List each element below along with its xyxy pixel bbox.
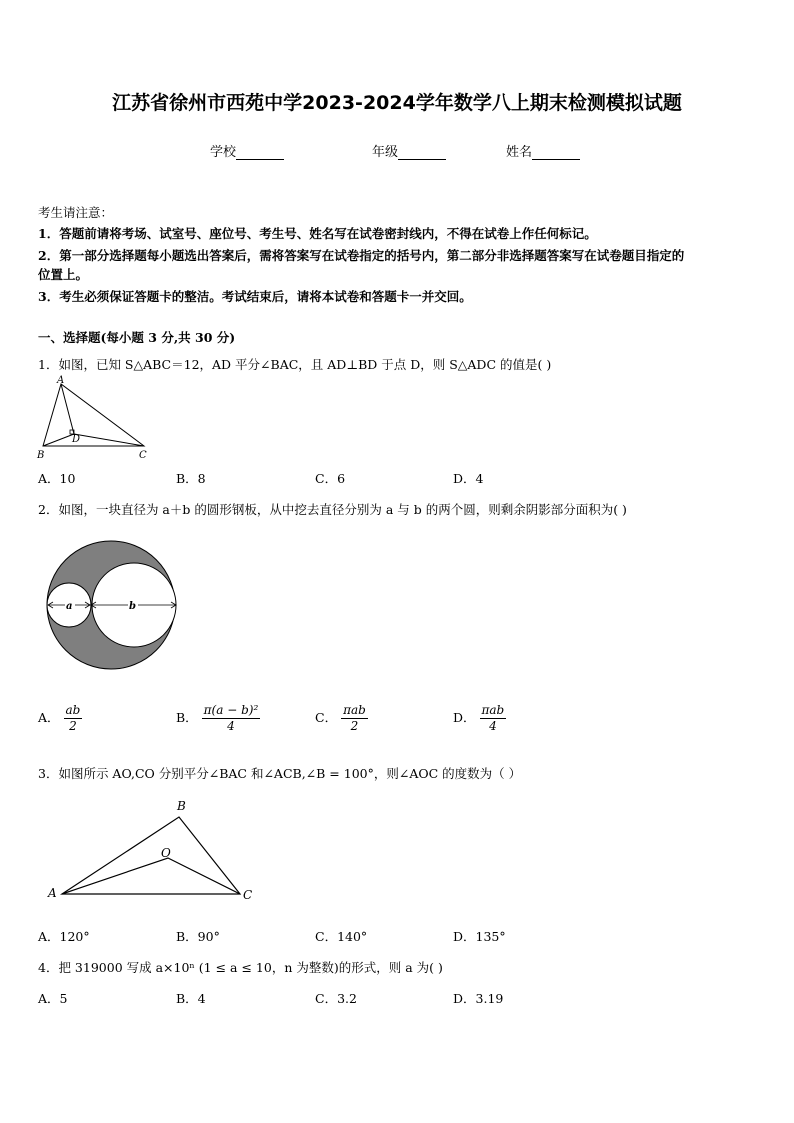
vertex-label-c: C <box>243 888 253 902</box>
question-1-text: 1．如图，已知 S△ABC＝12，AD 平分∠BAC，且 AD⊥BD 于点 D，则 S△ADC 的值是( ) <box>38 357 552 372</box>
q1-option-d[interactable]: D．4 <box>453 471 484 486</box>
q3-option-c[interactable]: C．140° <box>315 929 368 944</box>
question-3-figure <box>44 795 268 905</box>
question-2-text: 2．如图，一块直径为 a＋b 的圆形钢板，从中挖去直径分别为 a 与 b 的两个圆，则剩余阴影部分面积为( ) <box>38 502 627 517</box>
question-2-figure <box>44 538 184 674</box>
vertex-label-a: A <box>48 886 57 900</box>
notice-item: 1．答题前请将考场、试室号、座位号、考生号、姓名写在试卷密封线内，不得在试卷上作任何标记。 <box>38 226 597 241</box>
notice-item: 位置上。 <box>38 267 89 282</box>
q3-option-b[interactable]: B．90° <box>176 929 220 944</box>
question-4-text: 4．把 319000 写成 a×10ⁿ (1 ≤ a ≤ 10，n 为整数)的形式，则 a 为( ) <box>38 960 443 975</box>
option-fraction <box>64 703 83 734</box>
option-fraction <box>480 703 507 734</box>
school-label: 学校 <box>210 145 237 160</box>
q1-option-b[interactable]: B．8 <box>176 471 206 486</box>
q1-option-a[interactable]: A．10 <box>38 471 76 486</box>
section-heading: 一、选择题(每小题 3 分,共 30 分) <box>38 330 236 345</box>
name-label: 姓名 <box>506 145 533 160</box>
notice-heading: 考生请注意： <box>38 205 114 220</box>
q4-option-c[interactable]: C．3.2 <box>315 991 357 1006</box>
notice-item: 2．第一部分选择题每小题选出答案后，需将答案写在试卷指定的括号内，第二部分非选择题答案写在试卷题目指定的 <box>38 248 685 263</box>
school-field[interactable] <box>210 141 284 160</box>
option-letter: A． <box>38 710 60 725</box>
option-fraction <box>341 703 368 734</box>
point-label-o: O <box>161 846 171 860</box>
name-blank[interactable] <box>532 146 580 160</box>
q4-option-d[interactable]: D．3.19 <box>453 991 504 1006</box>
fraction-numerator: π(a − b)² <box>203 703 259 717</box>
vertex-label-b: B <box>37 450 45 461</box>
vertex-label-b: B <box>177 799 186 813</box>
diameter-label-b: b <box>129 601 136 612</box>
diameter-label-a: a <box>66 601 73 612</box>
q2-option-b[interactable] <box>176 703 260 734</box>
fraction-denominator: 2 <box>69 719 77 733</box>
q2-option-d[interactable] <box>453 703 506 734</box>
fraction-denominator: 4 <box>489 719 497 733</box>
grade-label: 年级 <box>372 145 399 160</box>
option-letter: B． <box>176 710 198 725</box>
question-1-figure <box>36 374 156 462</box>
q4-option-b[interactable]: B．4 <box>176 991 206 1006</box>
q4-option-a[interactable]: A．5 <box>38 991 68 1006</box>
q1-option-c[interactable]: C．6 <box>315 471 346 486</box>
page-title: 江苏省徐州市西苑中学2023-2024学年数学八上期末检测模拟试题 <box>112 92 682 114</box>
question-3-text: 3．如图所示 AO,CO 分别平分∠BAC 和∠ACB,∠B = 100°，则∠AOC 的度数为（ ） <box>38 766 522 781</box>
vertex-label-c: C <box>139 450 147 461</box>
point-label-d: D <box>72 434 81 445</box>
school-blank[interactable] <box>236 146 284 160</box>
name-field[interactable] <box>506 141 580 160</box>
option-letter: D． <box>453 710 476 725</box>
vertex-label-a: A <box>57 375 65 386</box>
option-fraction <box>202 703 261 734</box>
q3-option-d[interactable]: D．135° <box>453 929 506 944</box>
fraction-denominator: 4 <box>227 719 235 733</box>
q2-option-c[interactable] <box>315 703 368 734</box>
fraction-denominator: 2 <box>350 719 359 733</box>
grade-field[interactable] <box>372 141 446 160</box>
q2-option-a[interactable] <box>38 703 82 734</box>
fraction-numerator: πab <box>481 703 505 717</box>
q3-option-a[interactable]: A．120° <box>38 929 90 944</box>
notice-item: 3．考生必须保证答题卡的整洁。考试结束后，请将本试卷和答题卡一并交回。 <box>38 289 472 304</box>
option-letter: C． <box>315 710 338 725</box>
fraction-numerator: πab <box>343 703 366 717</box>
grade-blank[interactable] <box>398 146 446 160</box>
fraction-numerator: ab <box>65 703 81 717</box>
